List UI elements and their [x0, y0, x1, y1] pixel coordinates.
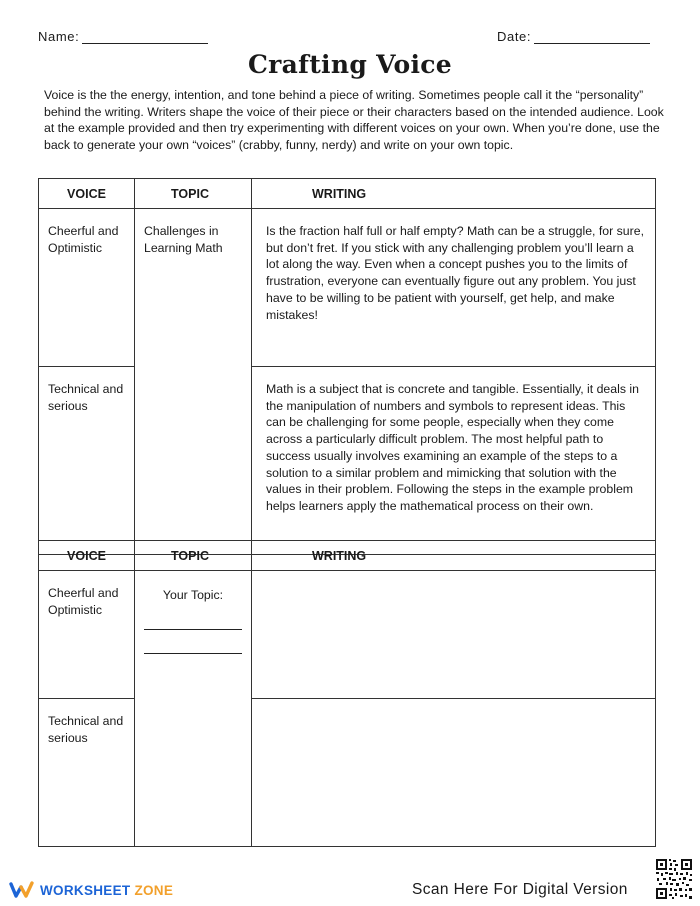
writing-text: Is the fraction half full or half empty? Math can be a struggle, for sure, but don’t fret. If you stick with any challenging problem you’ll learn a lot along the way. Even when a concept pushes you to the limits of frustration, everyone can eventually figure out any problem. You just have to be willing to be patient with yourself, get help, and make mistakes!	[266, 224, 644, 322]
logo-word-worksheet: WORKSHEET	[40, 882, 131, 898]
column-header-voice: VOICE	[39, 179, 135, 209]
writing-text: Math is a subject that is concrete and tangible. Essentially, it deals in the manipulation of numbers and symbols to represent ideas. This can be challenging for some people, especially when they come across a particularly difficult problem. The most helpful path to success usually involves examining an example of the steps to a solution to a similar problem and mimicking that solution with the values in their problem. Following the steps in the example problem helps learners apply the mathematical process on their own.	[266, 382, 639, 513]
voice-cell	[39, 699, 135, 847]
name-label: Name:	[38, 29, 80, 44]
table-header-row	[39, 541, 656, 571]
table-row	[39, 367, 656, 555]
writing-area[interactable]	[253, 572, 654, 585]
voice-cell	[39, 209, 135, 367]
writing-cell[interactable]	[252, 699, 656, 847]
writing-cell	[252, 209, 656, 367]
table-row	[39, 209, 656, 367]
topic-cell	[135, 209, 252, 555]
your-topic-label: Your Topic:	[162, 588, 224, 602]
intro-paragraph: Voice is the the energy, intention, and tone behind a piece of writing. Sometimes people call it the “personality” behind the writing. Writers shape the voice of their piece or their characters based on the intended audience. Look at the example provided and then try experimenting with different voices on your own. When you’re done, use the back to generate your own “voices” (crabby, funny, nerdy) and write on your own topic.	[44, 88, 664, 153]
table-header-row	[39, 179, 656, 209]
w-logo-icon	[9, 881, 35, 899]
writing-cell	[252, 367, 656, 555]
table-row	[39, 571, 656, 699]
name-field[interactable]	[38, 28, 208, 44]
example-voice-table	[38, 178, 656, 555]
page-title: Crafting Voice	[247, 50, 453, 79]
date-label: Date:	[497, 29, 532, 44]
writing-cell[interactable]	[252, 571, 656, 699]
column-header-topic: TOPIC	[135, 179, 252, 209]
table-row	[39, 699, 656, 847]
voice-text: Technical and serious	[48, 714, 124, 745]
topic-text: Challenges in Learning Math	[144, 224, 223, 255]
topic-write-line[interactable]	[144, 629, 242, 630]
date-line[interactable]	[534, 28, 650, 44]
voice-cell	[39, 571, 135, 699]
topic-write-line[interactable]	[144, 653, 242, 654]
column-header-voice: VOICE	[39, 541, 135, 571]
logo-word-zone: ZONE	[134, 882, 174, 898]
column-header-writing: WRITING	[252, 179, 656, 209]
practice-voice-table	[38, 540, 656, 847]
column-header-topic: TOPIC	[135, 541, 252, 571]
name-line[interactable]	[82, 28, 208, 44]
column-header-writing: WRITING	[252, 541, 656, 571]
worksheet-zone-logo	[9, 879, 173, 901]
topic-cell[interactable]	[135, 571, 252, 847]
qr-code-icon[interactable]	[655, 858, 693, 900]
date-field[interactable]	[497, 28, 650, 44]
voice-text: Technical and serious	[48, 382, 124, 413]
writing-area[interactable]	[253, 700, 654, 713]
scan-text: Scan Here For Digital Version	[412, 881, 628, 898]
voice-text: Cheerful and Optimistic	[48, 586, 119, 617]
voice-cell	[39, 367, 135, 555]
voice-text: Cheerful and Optimistic	[48, 224, 119, 255]
